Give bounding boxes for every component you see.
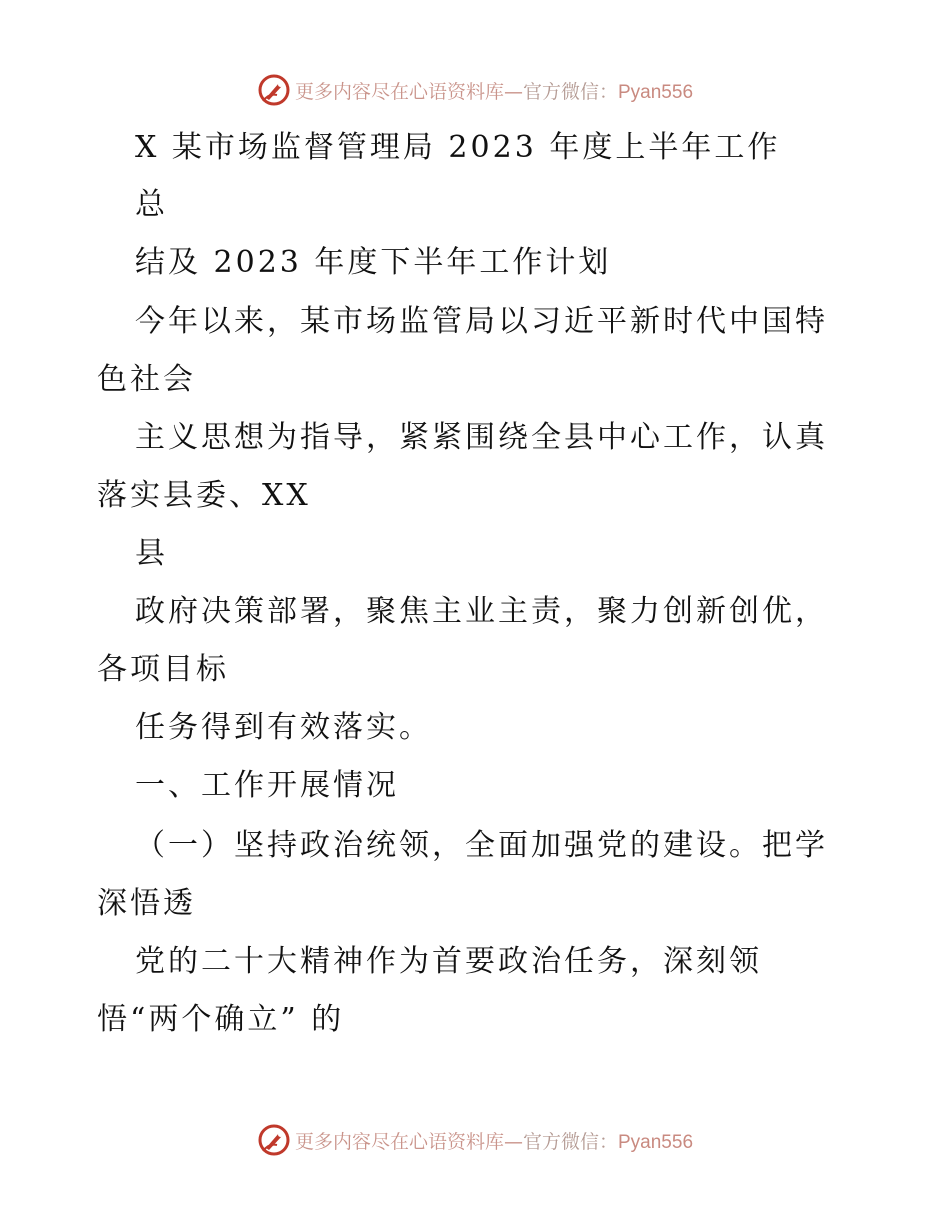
- watermark-official: 官方微信：: [522, 1130, 618, 1153]
- watermark-text: [295, 1127, 693, 1154]
- watermark-brand: 更多内容尽在心语资料库: [294, 80, 504, 103]
- doc-paragraph-line: 政府决策部署，聚焦主业主责，聚力创新创优，: [135, 594, 828, 629]
- doc-paragraph-line: 深悟透: [97, 886, 196, 921]
- watermark-account: Pyan556: [618, 81, 694, 103]
- doc-title-line-2: 总: [135, 187, 168, 222]
- watermark-official: 官方微信：: [522, 80, 618, 103]
- pen-logo-icon: [257, 1123, 291, 1157]
- watermark-dash: —: [503, 1130, 523, 1153]
- doc-section-heading: 一、工作开展情况: [135, 768, 399, 803]
- watermark-dash: —: [503, 80, 523, 103]
- watermark-account: Pyan556: [618, 1131, 694, 1153]
- watermark-text: [295, 77, 693, 104]
- doc-paragraph-line: 色社会: [97, 362, 196, 397]
- doc-paragraph-line: 落实县委、XX: [97, 478, 311, 513]
- doc-paragraph-line: 今年以来，某市场监管局以习近平新时代中国特: [135, 304, 828, 339]
- doc-paragraph-line: 党的二十大精神作为首要政治任务，深刻领: [135, 944, 762, 979]
- doc-title-line-3: 结及 2023 年度下半年工作计划: [135, 245, 612, 280]
- doc-paragraph-line: 主义思想为指导，紧紧围绕全县中心工作，认真: [135, 420, 828, 455]
- header-watermark: [0, 70, 950, 110]
- watermark-brand: 更多内容尽在心语资料库: [294, 1130, 504, 1153]
- footer-watermark: [0, 1120, 950, 1160]
- pen-logo-icon: [257, 73, 291, 107]
- doc-paragraph-line: 各项目标: [97, 652, 229, 687]
- doc-subsection-line: （一）坚持政治统领，全面加强党的建设。把学: [135, 828, 828, 863]
- doc-paragraph-line: 县: [135, 536, 168, 571]
- doc-paragraph-line: 任务得到有效落实。: [135, 710, 432, 745]
- doc-paragraph-line: 悟“两个确立” 的: [97, 1002, 345, 1037]
- doc-title-line-1: X 某市场监督管理局 2023 年度上半年工作: [135, 130, 781, 165]
